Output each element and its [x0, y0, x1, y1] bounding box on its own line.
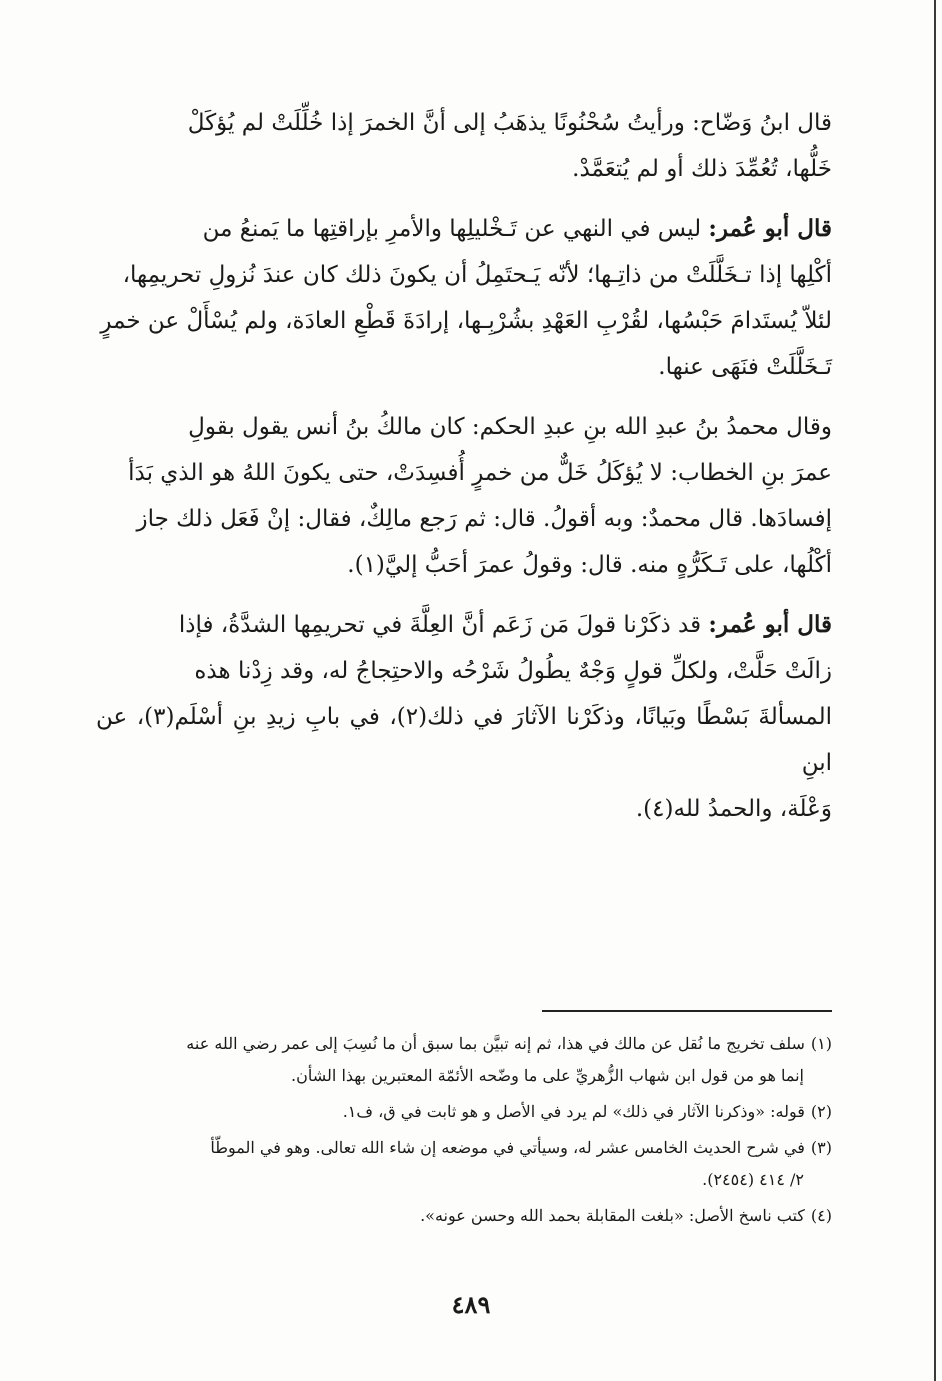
text-line [96, 602, 832, 648]
footnote [96, 1132, 832, 1196]
footnote [96, 1200, 832, 1232]
footnote-list [96, 1028, 832, 1232]
footnote [96, 1096, 832, 1128]
paragraph [96, 602, 832, 832]
paragraph [96, 404, 832, 588]
footnotes-section [96, 1010, 832, 1236]
text-line [96, 146, 832, 192]
speaker-lead: قال أبو عُمر: [708, 215, 832, 242]
footnote-line [96, 1060, 832, 1092]
text-line [96, 206, 832, 252]
footnote-number: (٤) [810, 1206, 832, 1225]
line-text: قد ذكَرْنا قولَ مَن زَعَم أنَّ العِلَّةَ في تحريمِها الشدَّةُ، فإذا [178, 612, 709, 638]
footnote-line [96, 1164, 832, 1196]
footnote-text: كتب ناسخ الأصل: «بلغت المقابلة بحمد الله وحسن عونه». [420, 1206, 805, 1225]
footnote-text: في شرح الحديث الخامس عشر له، وسيأتي في موضعه إن شاء الله تعالى. وهو في الموطّأ [210, 1138, 805, 1157]
text-line [96, 404, 832, 450]
line-text: إفسادَها. قال محمدٌ: وبه أقولُ. قال: ثم رَجع مالِكٌ، فقال: إنْ فَعَل ذلك جاز [136, 506, 832, 532]
line-text: ليس في النهي عن تَـخْليلِها والأمرِ بإراقتِها ما يَمنعُ من [202, 216, 709, 242]
text-line [96, 694, 832, 786]
page-number: ٤٨٩ [451, 1290, 491, 1319]
text-line [96, 648, 832, 694]
page-edge-line [934, 0, 936, 1381]
line-text: لئلاّ يُستَدامَ حَبْسُها، لقُرْبِ العَهْدِ بشُرْبِـها، إرادَةَ قَطْعِ العادَة، ولم يُسْأَلْ عن خمرٍ [100, 308, 832, 334]
text-line [96, 298, 832, 344]
footnote-line [96, 1200, 832, 1232]
text-line [96, 344, 832, 390]
line-text: عمرَ بنِ الخطاب: لا يُؤكَلُ خَلٌّ من خمرٍ أُفسِدَتْ، حتى يكونَ اللهُ هو الذي بَدَأ [128, 460, 832, 486]
text-line [96, 786, 832, 832]
line-text: المسألةَ بَسْطًا وبَيانًا، وذكَرْنا الآثارَ في ذلك(٢)، في بابِ زيدِ بنِ أسْلَم(٣)، عن ابنِ [96, 704, 832, 776]
text-line [96, 252, 832, 298]
footnote-text: إنما هو من قول ابن شهاب الزُّهريِّ على ما وضّحه الأئمّة المعتبرين بهذا الشأن. [291, 1066, 804, 1085]
speaker-lead: قال أبو عُمر: [708, 611, 832, 638]
line-text: زالَتْ حَلَّتْ، ولكلِّ قولٍ وَجْهٌ يطُولُ شَرْحُه والاحتِجاجُ له، وقد زِدْنا هذه [194, 658, 832, 684]
line-text: أكْلِها إذا تـخَلَّلَتْ من ذاتِـها؛ لأنّه يَـحتَمِلُ أن يكونَ ذلك كان عندَ نُزولِ تحريمِها، [122, 262, 832, 288]
line-text: تَـخَلَّلَتْ فنَهَى عنها. [658, 354, 832, 380]
footnote-line [96, 1132, 832, 1164]
footnote-text: سلف تخريج ما نُقل عن مالك في هذا، ثم إنه تبيَّن بما سبق أن ما نُسِبَ إلى عمر رضي الله عنه [186, 1034, 805, 1053]
footnote-divider [542, 1010, 832, 1012]
paragraph [96, 206, 832, 390]
footnote-text: قوله: «وذكرنا الآثار في ذلك» لم يرد في الأصل و هو ثابت في ق، ف١. [342, 1102, 805, 1121]
text-line [96, 542, 832, 588]
text-line [96, 100, 832, 146]
footnote-number: (٢) [810, 1102, 832, 1121]
footnote-line [96, 1028, 832, 1060]
line-text: وَعْلَة، والحمدُ لله(٤). [635, 796, 832, 822]
paragraph [96, 100, 832, 192]
footnote-number: (١) [810, 1034, 832, 1053]
line-text: وقال محمدُ بنُ عبدِ الله بنِ عبدِ الحكم: كان مالكُ بنُ أنس يقول بقولِ [188, 414, 832, 440]
footnote-text: ٢/ ٤١٤ (٢٤٥٤). [702, 1170, 804, 1189]
line-text: أكْلُها، على تَـكَرُّهٍ منه. قال: وقولُ عمرَ أحَبُّ إليَّ(١). [347, 552, 832, 578]
line-text: قال ابنُ وَضّاح: ورأيتُ سُحْنُونًا يذهَبُ إلى أنَّ الخمرَ إذا خُلِّلَتْ لم يُؤكَلْ [187, 110, 832, 136]
text-line [96, 496, 832, 542]
line-text: خَلُّها، تُعُمِّدَ ذلك أو لم يُتعَمَّدْ. [572, 156, 832, 182]
footnote [96, 1028, 832, 1092]
text-line [96, 450, 832, 496]
footnote-number: (٣) [810, 1138, 832, 1157]
footnote-line [96, 1096, 832, 1128]
main-text [96, 100, 832, 846]
